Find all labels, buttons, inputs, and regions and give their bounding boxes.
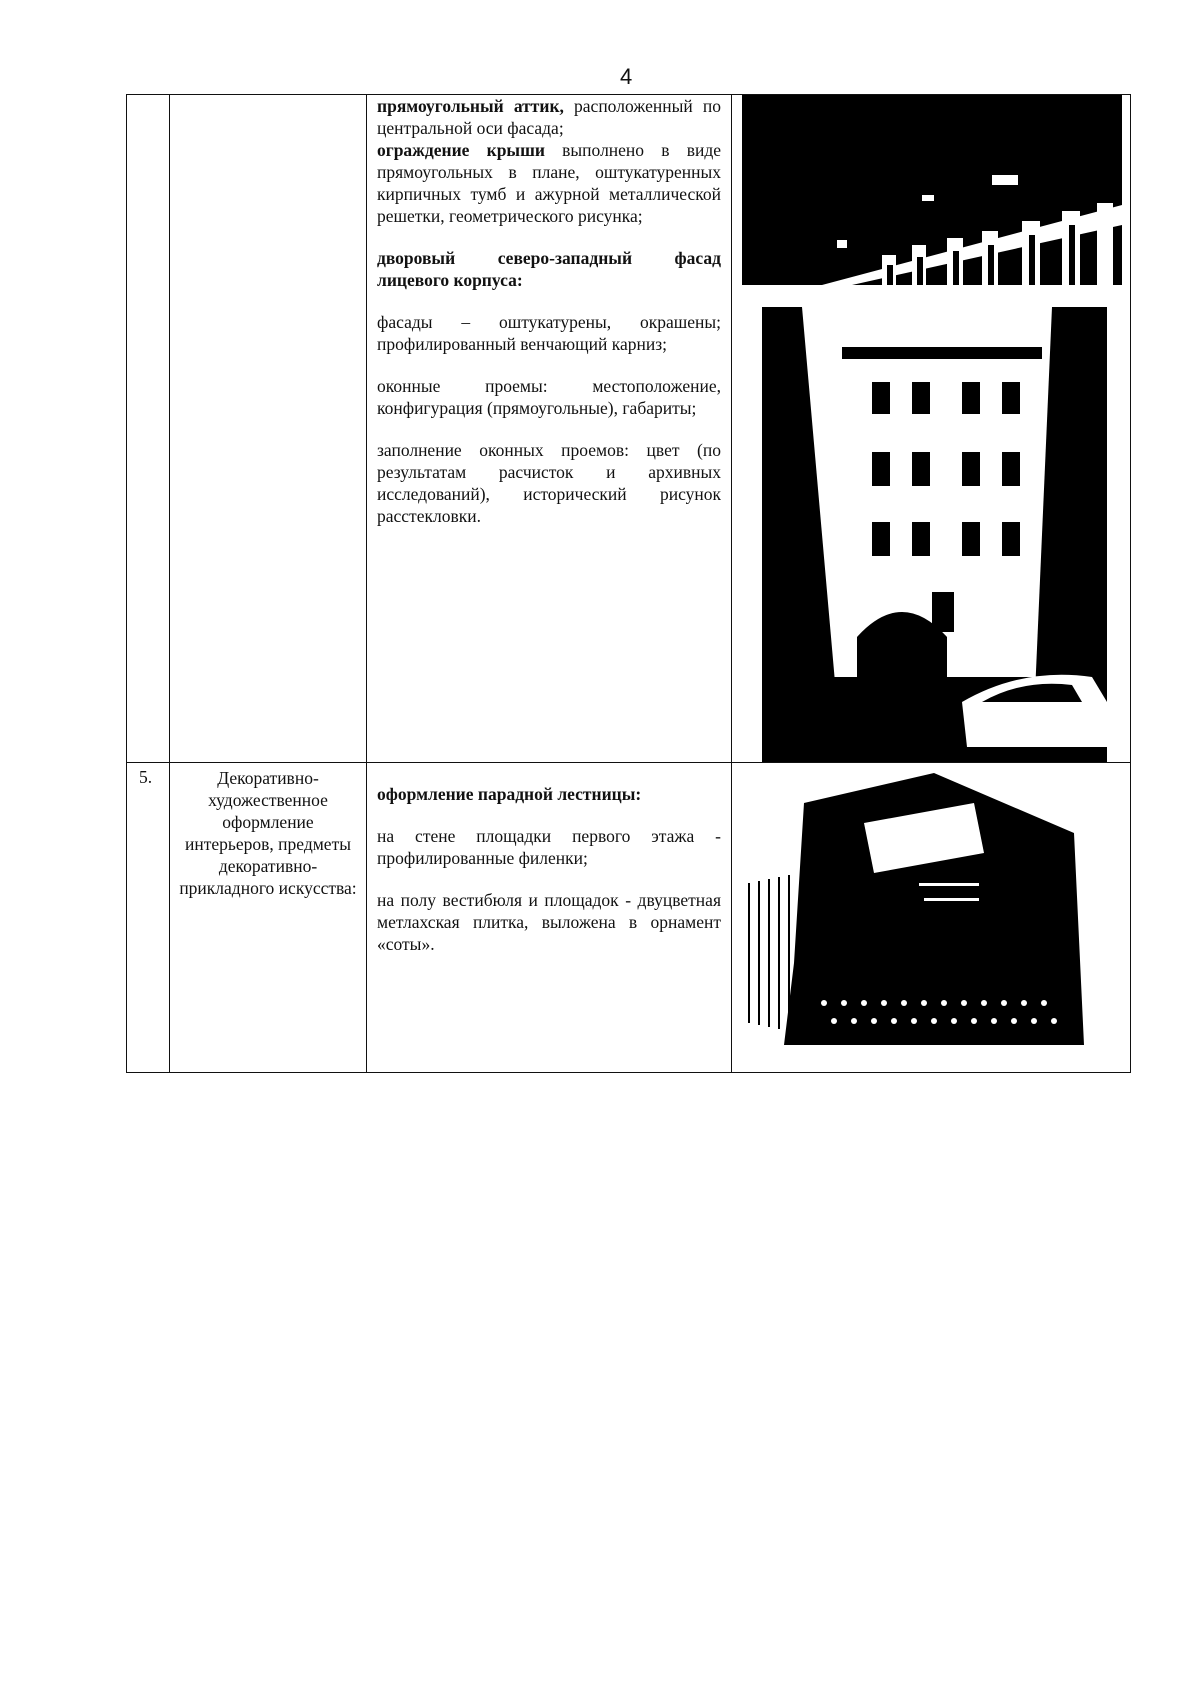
protection-subject-table: [126, 94, 1131, 1073]
staircase-photo: [744, 763, 1114, 1045]
paragraph-gap: [377, 291, 721, 311]
body-text: фасады – оштукатурены, окрашены; профилированный венчающий карниз;: [377, 312, 721, 354]
paragraph-gap: [377, 419, 721, 439]
row-2-description: [367, 763, 731, 955]
category-cell: [170, 95, 367, 763]
bold-text: оформление парадной лестницы:: [377, 784, 642, 804]
paragraph-gap: [377, 227, 721, 247]
body-text: расположенный по центральной оси фасада;: [377, 96, 721, 138]
paragraph-gap: [377, 805, 721, 825]
row-number-cell: [127, 95, 170, 763]
row-1-description: [367, 95, 731, 527]
photo-cell: [732, 763, 1131, 1073]
body-text: на стене площадки первого этажа - профилированные филенки;: [377, 826, 721, 868]
body-text: выполнено в виде прямоугольных в плане, оштукатуренных кирпичных тумб и ажурной металлической решетки, геометрического рисунка;: [377, 140, 722, 226]
body-text: оконные проемы: местоположение, конфигурация (прямоугольные), габариты;: [377, 376, 721, 418]
description-paragraph: [377, 139, 721, 227]
description-paragraph: [377, 439, 721, 527]
description-paragraph: [377, 889, 721, 955]
page-number: 4: [620, 64, 633, 89]
bold-text: дворовый северо-западный фасад лицевого корпуса:: [377, 248, 721, 290]
bold-text: прямоугольный аттик,: [377, 96, 564, 116]
description-paragraph: [377, 375, 721, 419]
description-paragraph: [377, 783, 721, 805]
category-cell: Декоративно-художественное оформление интерьеров, предметы декоративно-прикладного искусства:: [170, 763, 367, 1073]
description-paragraph: [377, 825, 721, 869]
body-text: заполнение оконных проемов: цвет (по результатам расчисток и архивных исследований), исторический рисунок расстекловки.: [377, 440, 721, 526]
row-number-cell: 5.: [127, 763, 170, 1073]
roof-facade-photo: [742, 95, 1122, 285]
description-paragraph: [377, 247, 721, 291]
description-cell: [367, 95, 732, 763]
table-row: [127, 763, 1131, 1073]
description-cell: [367, 763, 732, 1073]
body-text: на полу вестибюля и площадок - двуцветная метлахская плитка, выложена в орнамент «соты».: [377, 890, 721, 954]
description-paragraph: [377, 95, 721, 139]
paragraph-gap: [377, 763, 721, 783]
bold-text: ограждение крыши: [377, 140, 545, 160]
paragraph-gap: [377, 355, 721, 375]
table-row: [127, 95, 1131, 763]
paragraph-gap: [377, 869, 721, 889]
courtyard-facade-photo: [762, 307, 1107, 762]
photo-cell: [732, 95, 1131, 763]
description-paragraph: [377, 311, 721, 355]
